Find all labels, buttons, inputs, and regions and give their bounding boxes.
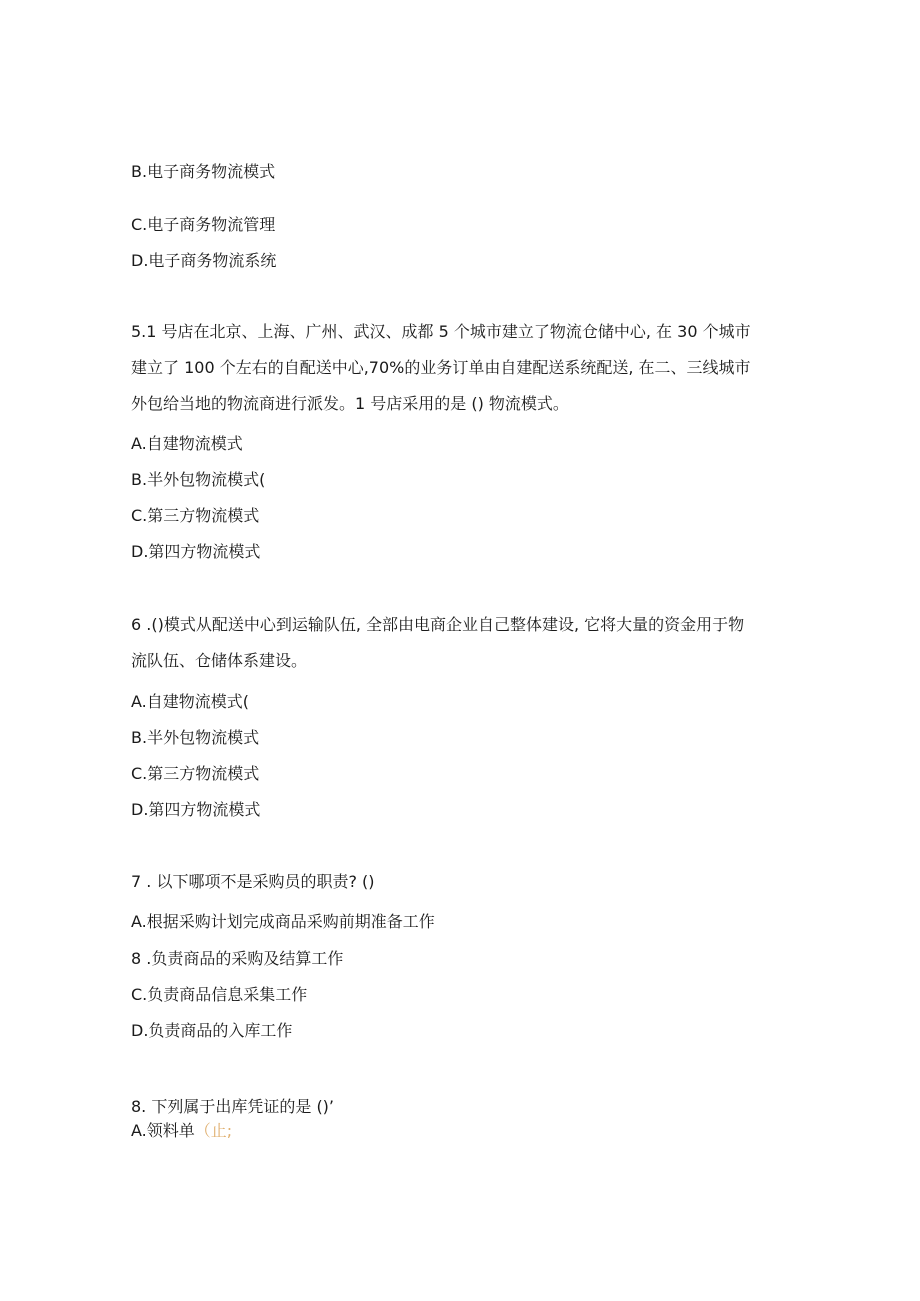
q4-option-d: D.电子商务物流系统: [131, 251, 277, 270]
q7-option-c: C.负责商品信息采集工作: [131, 985, 308, 1004]
q8-stem: 8. 下列属于出库凭证的是 ()’: [131, 1097, 335, 1116]
q5-stem-line-1: 5.1 号店在北京、上海、广州、武汉、成都 5 个城市建立了物流仓储中心, 在 30 个城市: [131, 322, 751, 341]
q6-option-b: B.半外包物流模式: [131, 728, 260, 747]
q8-option-a: [131, 1121, 232, 1141]
q5-stem-line-2: 建立了 100 个左右的自配送中心,70%的业务订单由自建配送系统配送, 在二、三线城市: [131, 358, 751, 377]
q7-option-a: A.根据采购计划完成商品采购前期准备工作: [131, 912, 435, 931]
q7-option-b: 8 .负责商品的采购及结算工作: [131, 949, 344, 968]
q6-stem-line-1: 6 .()模式从配送中心到运输队伍, 全部由电商企业自己整体建设, 它将大量的资金用于物: [131, 615, 745, 634]
q8-option-a-text: A.领料单: [131, 1121, 195, 1140]
q5-option-a: A.自建物流模式: [131, 434, 243, 453]
q5-option-b: B.半外包物流模式(: [131, 470, 266, 489]
q8-option-a-mark: （止;: [194, 1121, 233, 1140]
q7-stem: 7 . 以下哪项不是采购员的职责? (): [131, 872, 375, 891]
q4-option-b: B.电子商务物流模式: [131, 162, 276, 181]
q4-option-c: C.电子商务物流管理: [131, 215, 276, 234]
q5-option-d: D.第四方物流模式: [131, 542, 261, 561]
q5-option-c: C.第三方物流模式: [131, 506, 260, 525]
q7-option-d: D.负责商品的入库工作: [131, 1021, 293, 1040]
q6-stem-line-2: 流队伍、仓储体系建设。: [131, 651, 308, 670]
q6-option-c: C.第三方物流模式: [131, 764, 260, 783]
q6-option-a: A.自建物流模式(: [131, 692, 249, 711]
q6-option-d: D.第四方物流模式: [131, 800, 261, 819]
q5-stem-line-3: 外包给当地的物流商进行派发。1 号店采用的是 () 物流模式。: [131, 394, 569, 413]
